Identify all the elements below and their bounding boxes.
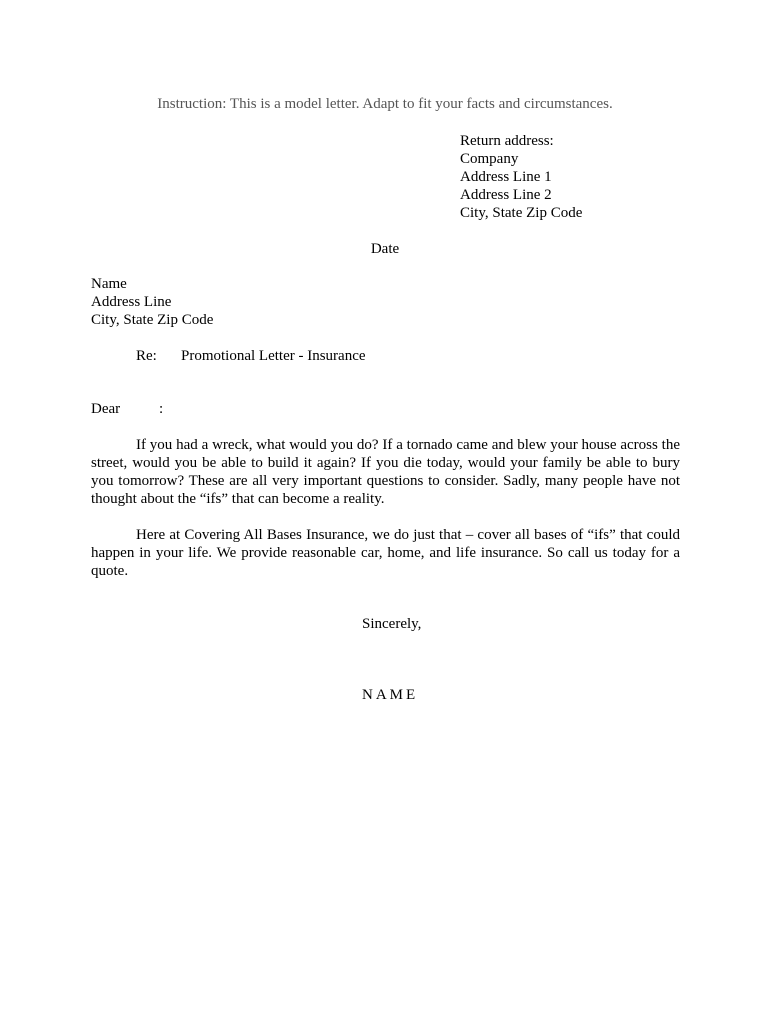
return-address-label: Return address:: [460, 133, 554, 149]
letter-date: Date: [370, 241, 400, 257]
return-address-line1: Address Line 1: [460, 169, 552, 185]
instruction-note: Instruction: This is a model letter. Adapt to fit your facts and circumstances.: [157, 96, 613, 112]
salutation-colon: :: [159, 401, 164, 417]
subject-line: [136, 347, 366, 365]
subject-text: Promotional Letter - Insurance: [181, 348, 366, 364]
subject-label: Re:: [136, 348, 157, 364]
signature-name: NAME: [362, 687, 419, 703]
closing: Sincerely,: [362, 616, 422, 632]
salutation: [91, 400, 164, 418]
recipient-name: Name: [91, 276, 127, 292]
recipient-address: Address Line: [91, 294, 172, 310]
recipient-city-state-zip: City, State Zip Code: [91, 312, 214, 328]
return-address-company: Company: [460, 151, 519, 167]
body-paragraph-2: Here at Covering All Bases Insurance, we do just that – cover all bases of “ifs” that could happen in your life. We provide reasonable car, home, and life insurance. So call us today for a quote.: [91, 527, 680, 579]
body-paragraph-1: If you had a wreck, what would you do? If a tornado came and blew your house across the street, would you be able to build it again? If you die today, would your family be able to bury you tomorrow? These are all very important questions to consider. Sadly, many people have not thought about the “ifs” that can become a reality.: [91, 437, 680, 507]
return-address-block: [460, 132, 582, 222]
salutation-word: Dear: [91, 401, 121, 417]
return-address-line2: Address Line 2: [460, 187, 552, 203]
recipient-block: [91, 275, 213, 329]
return-address-city-state-zip: City, State Zip Code: [460, 205, 583, 221]
